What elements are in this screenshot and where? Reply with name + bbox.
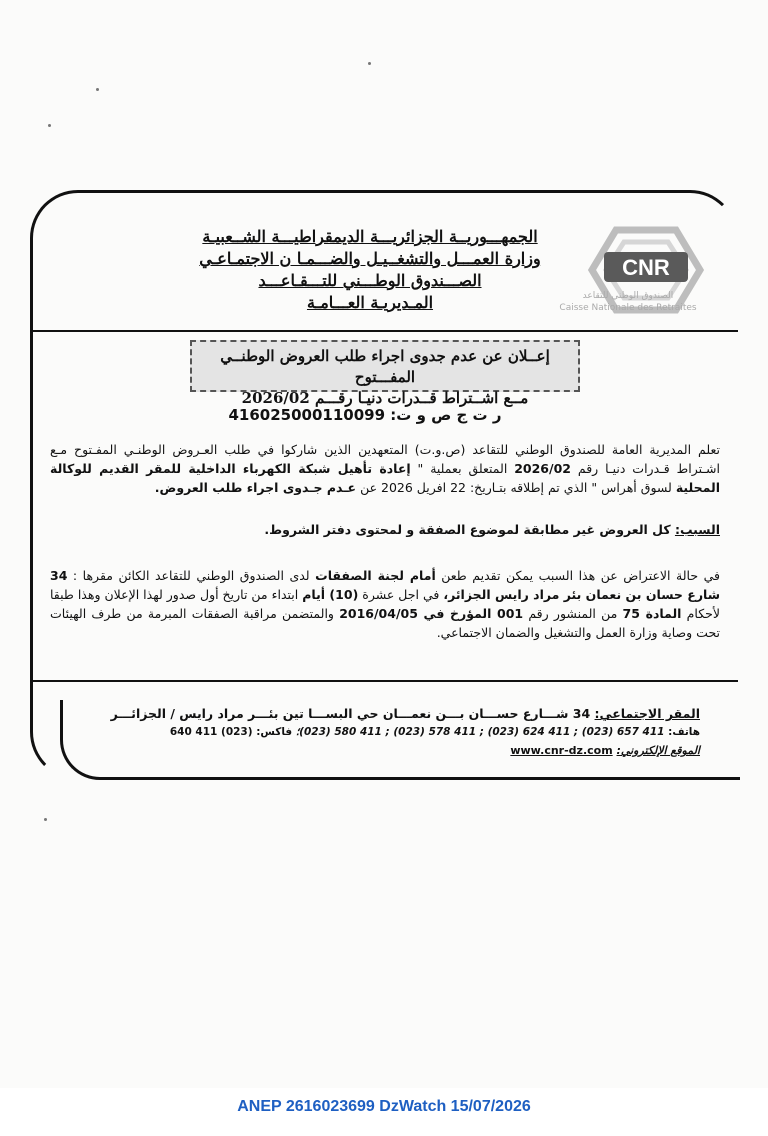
committee-address: 34 شارع حسان بن نعمان بئر مراد رايس الجزائر، [50,568,721,602]
phone-numbers: 411 657 (023) ; 411 624 (023) ; 411 578 (023) ; 411 580 (023)؛ [295,726,665,738]
reference-number [200,406,530,424]
header-fund: الصـــندوق الوطـــني للتـــقـاعـــد [258,271,482,290]
institution-header [170,226,570,314]
scan-speck [44,818,47,821]
announcement-title-line2: مــع اشــتراط قــدرات دنيـا رقـــم 2026/02 [241,389,529,407]
paragraph-text: لدى الصندوق الوطني للتقاعد الكائن مقرها : [67,568,316,583]
anep-stamp: ANEP 2616023699 DzWatch 15/07/2026 [237,1098,531,1115]
article-reference: المادة 75 [622,606,682,621]
logo-caption-ar: الصندوق الوطني للتقاعد [582,291,674,301]
seat-label: المقر الاجتماعي: [594,706,700,721]
footer-phones [90,726,700,738]
scan-speck [96,88,99,91]
scan-speck [368,62,371,65]
paragraph-text: في اجل عشرة [358,587,444,602]
project-name: إعادة تأهيل شبكة الكهرباء الداخلية للمقر القديم للوكالة المحلية [50,461,720,495]
paragraph-text: والمتضمن مراقبة الصفقات المبرمة من طرف الهيئات تحت وصاية وزارة العمل والتشغيل والضمان الاجتماعي. [50,606,720,640]
appeal-paragraph [50,566,720,642]
reference-label: ر ت ج ص و ت: [390,406,502,424]
logo-caption-fr: Caisse Nationale des Retraites [559,303,697,313]
appeal-period: (10) أيام [302,587,359,602]
footer-divider [30,680,738,682]
paragraph-text: لسوق أهراس " الذي تم إطلاقه بتـاريخ: 22 افريل 2026 عن [356,480,676,495]
tender-result: عـدم جـدوى اجراء طلب العروض. [154,480,357,495]
reason-label: السبب: [674,522,720,537]
paragraph-text: المتعلق بعملية " [410,461,515,476]
committee-name: أمام لجنة الصفقات [315,568,436,583]
header-divider [30,330,738,332]
website-label: الموقع الإلكتروني: [616,744,700,757]
tender-number: 2026/02 [514,461,571,476]
announcement-title-line1: إعــلان عن عدم جدوى اجراء طلب العروض الوطنــي المفـــتوح [220,347,550,386]
scan-speck [48,124,51,127]
paragraph-text: ابتداء من تاريخ أول صدور لهذا الإعلان وهذا طبقا لأحكام [50,587,720,621]
paragraph-text: من المنشور رقم [523,606,623,621]
logo-text: CNR [622,255,670,280]
header-republic: الجمهـــوريــة الجزائريـــة الديمقراطيـــة الشــعبيـة [202,227,538,246]
header-directorate: المـديريـة العـــامـة [306,293,434,312]
fax-number: (023) 411 640 [169,726,253,738]
reference-value: 416025000110099 [228,406,386,424]
reason-text: كل العروض غير مطابقة لموضوع الصفقة و لمحتوى دفتر الشروط. [264,522,675,537]
announcement-title-box [190,340,580,407]
header-ministry: وزارة العمـــل والتشغــيـل والضـــمـا ن الاجتمـاعـي [199,249,541,268]
fax-label: فاكس: [256,726,293,738]
paragraph-text: في حالة الاعتراض عن هذا السبب يمكن تقديم طعن [435,568,721,583]
phone-label: هاتف: [668,726,700,738]
website-link[interactable]: www.cnr-dz.com [510,744,613,757]
decree-reference: 001 المؤرخ في 2016/04/05 [339,606,524,621]
seat-address: 34 شـــارع حســـان بـــن نعمـــان حي البســـا تين بئـــر مراد رايس / الجزائـــر [110,706,595,721]
paragraph-text: تعلم المديرية العامة للصندوق الوطني للتقاعد (ص.و.ت) المتعهدين الذين شاركوا في طلب العـروض الوطنـي المفـتوح مـع اشـتراط قـدرات دنيـا رقم [50,442,720,476]
announcement-paragraph [50,440,720,497]
logo-caption [548,290,708,314]
footer-address [90,706,700,721]
reason-paragraph [50,520,720,539]
footer-website [90,744,700,757]
